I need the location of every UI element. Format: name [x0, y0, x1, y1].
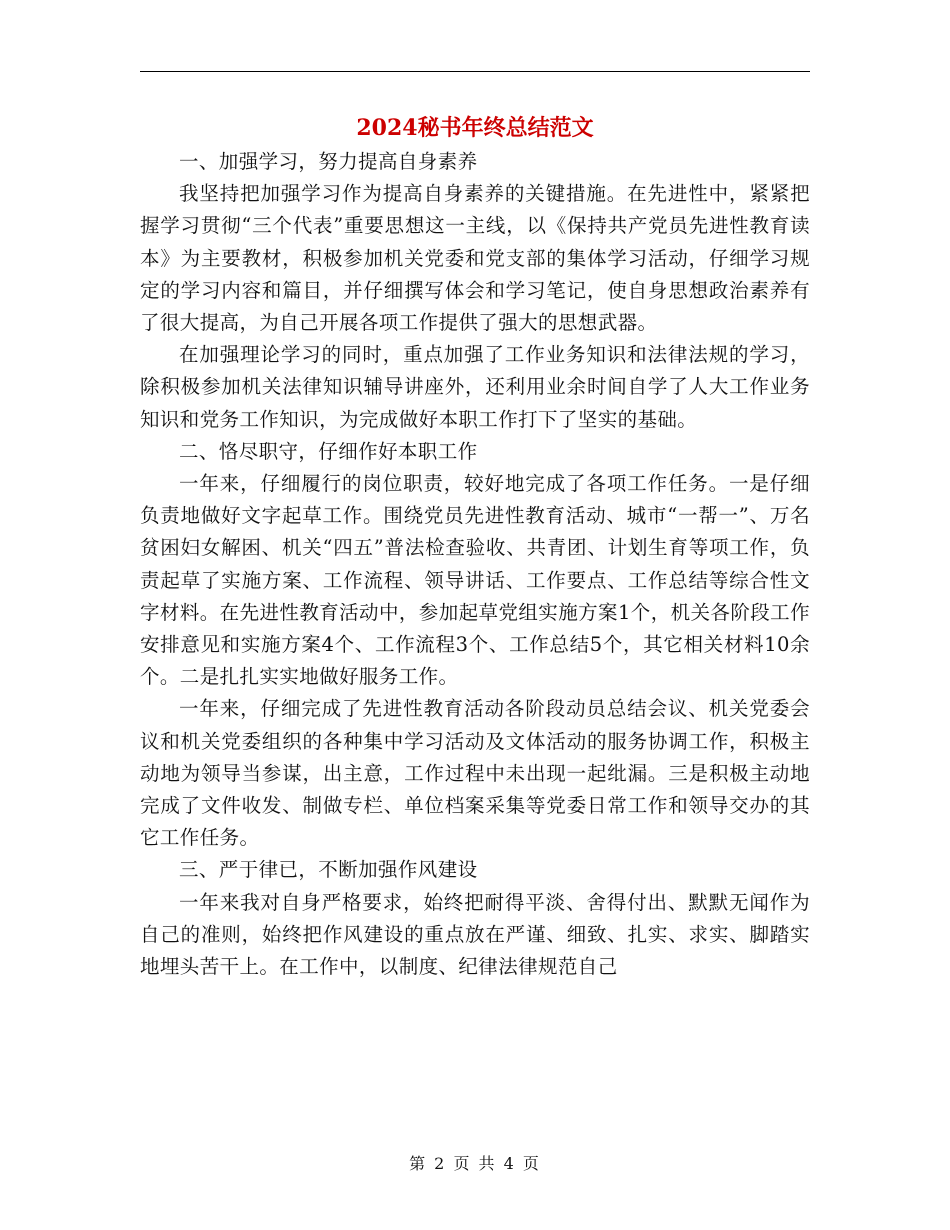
document-body: [140, 146, 810, 983]
paragraph-service-work: 一年来，仔细完成了先进性教育活动各阶段动员总结会议、机关党委会议和机关党委组织的各种集中学习活动及文体活动的服务协调工作，积极主动地为领导当参谋，出主意，工作过程中未出现一起纰漏。三是积极主动地完成了文件收发、制做专栏、单位档案采集等党委日常工作和领导交办的其它工作任务。: [140, 697, 810, 850]
paragraph-work-style: 一年来我对自身严格要求，始终把耐得平淡、舍得付出、默默无闻作为自己的准则，始终把作风建设的重点放在严谨、细致、扎实、求实、脚踏实地埋头苦干上。在工作中，以制度、纪律法律规范自己: [140, 890, 810, 979]
section-heading-study: 一、加强学习，努力提高自身素养: [179, 150, 478, 173]
paragraph-theory-learning: 在加强理论学习的同时，重点加强了工作业务知识和法律法规的学习，除积极参加机关法律知识辅导讲座外，还利用业余时间自学了人大工作业务知识和党务工作知识，为完成做好本职工作打下了坚实的基础。: [140, 343, 810, 431]
page-title: 2024秘书年终总结范文: [356, 115, 594, 141]
paragraph-study-measures: 我坚持把加强学习作为提高自身素养的关键措施。在先进性中，紧紧把握学习贯彻“三个代表”重要思想这一主线，以《保持共产党员先进性教育读本》为主要教材，积极参加机关党委和党支部的集体学习活动，仔细学习规定的学习内容和篇目，并仔细撰写体会和学习笔记，使自身思想政治素养有了很大提高，为自己开展各项工作提供了强大的思想武器。: [140, 182, 810, 335]
section-heading-discipline: 三、严于律已，不断加强作风建设: [179, 858, 478, 882]
page-number: 第 2 页 共 4 页: [409, 1154, 541, 1173]
header-rule: [140, 71, 810, 72]
section-heading-duty: 二、恪尽职守，仔细作好本职工作: [179, 439, 478, 463]
paragraph-drafting-work: 一年来，仔细履行的岗位职责，较好地完成了各项工作任务。一是仔细负责地做好文字起草工作。围绕党员先进性教育活动、城市“一帮一”、万名贫困妇女解困、机关“四五”普法检查验收、共青团、计划生育等项工作，负责起草了实施方案、工作流程、领导讲话、工作要点、工作总结等综合性文字材料。在先进性教育活动中，参加起草党组实施方案1个，机关各阶段工作安排意见和实施方案4个、工作流程3个、工作总结5个，其它相关材料10余个。二是扎扎实实地做好服务工作。: [140, 472, 810, 689]
